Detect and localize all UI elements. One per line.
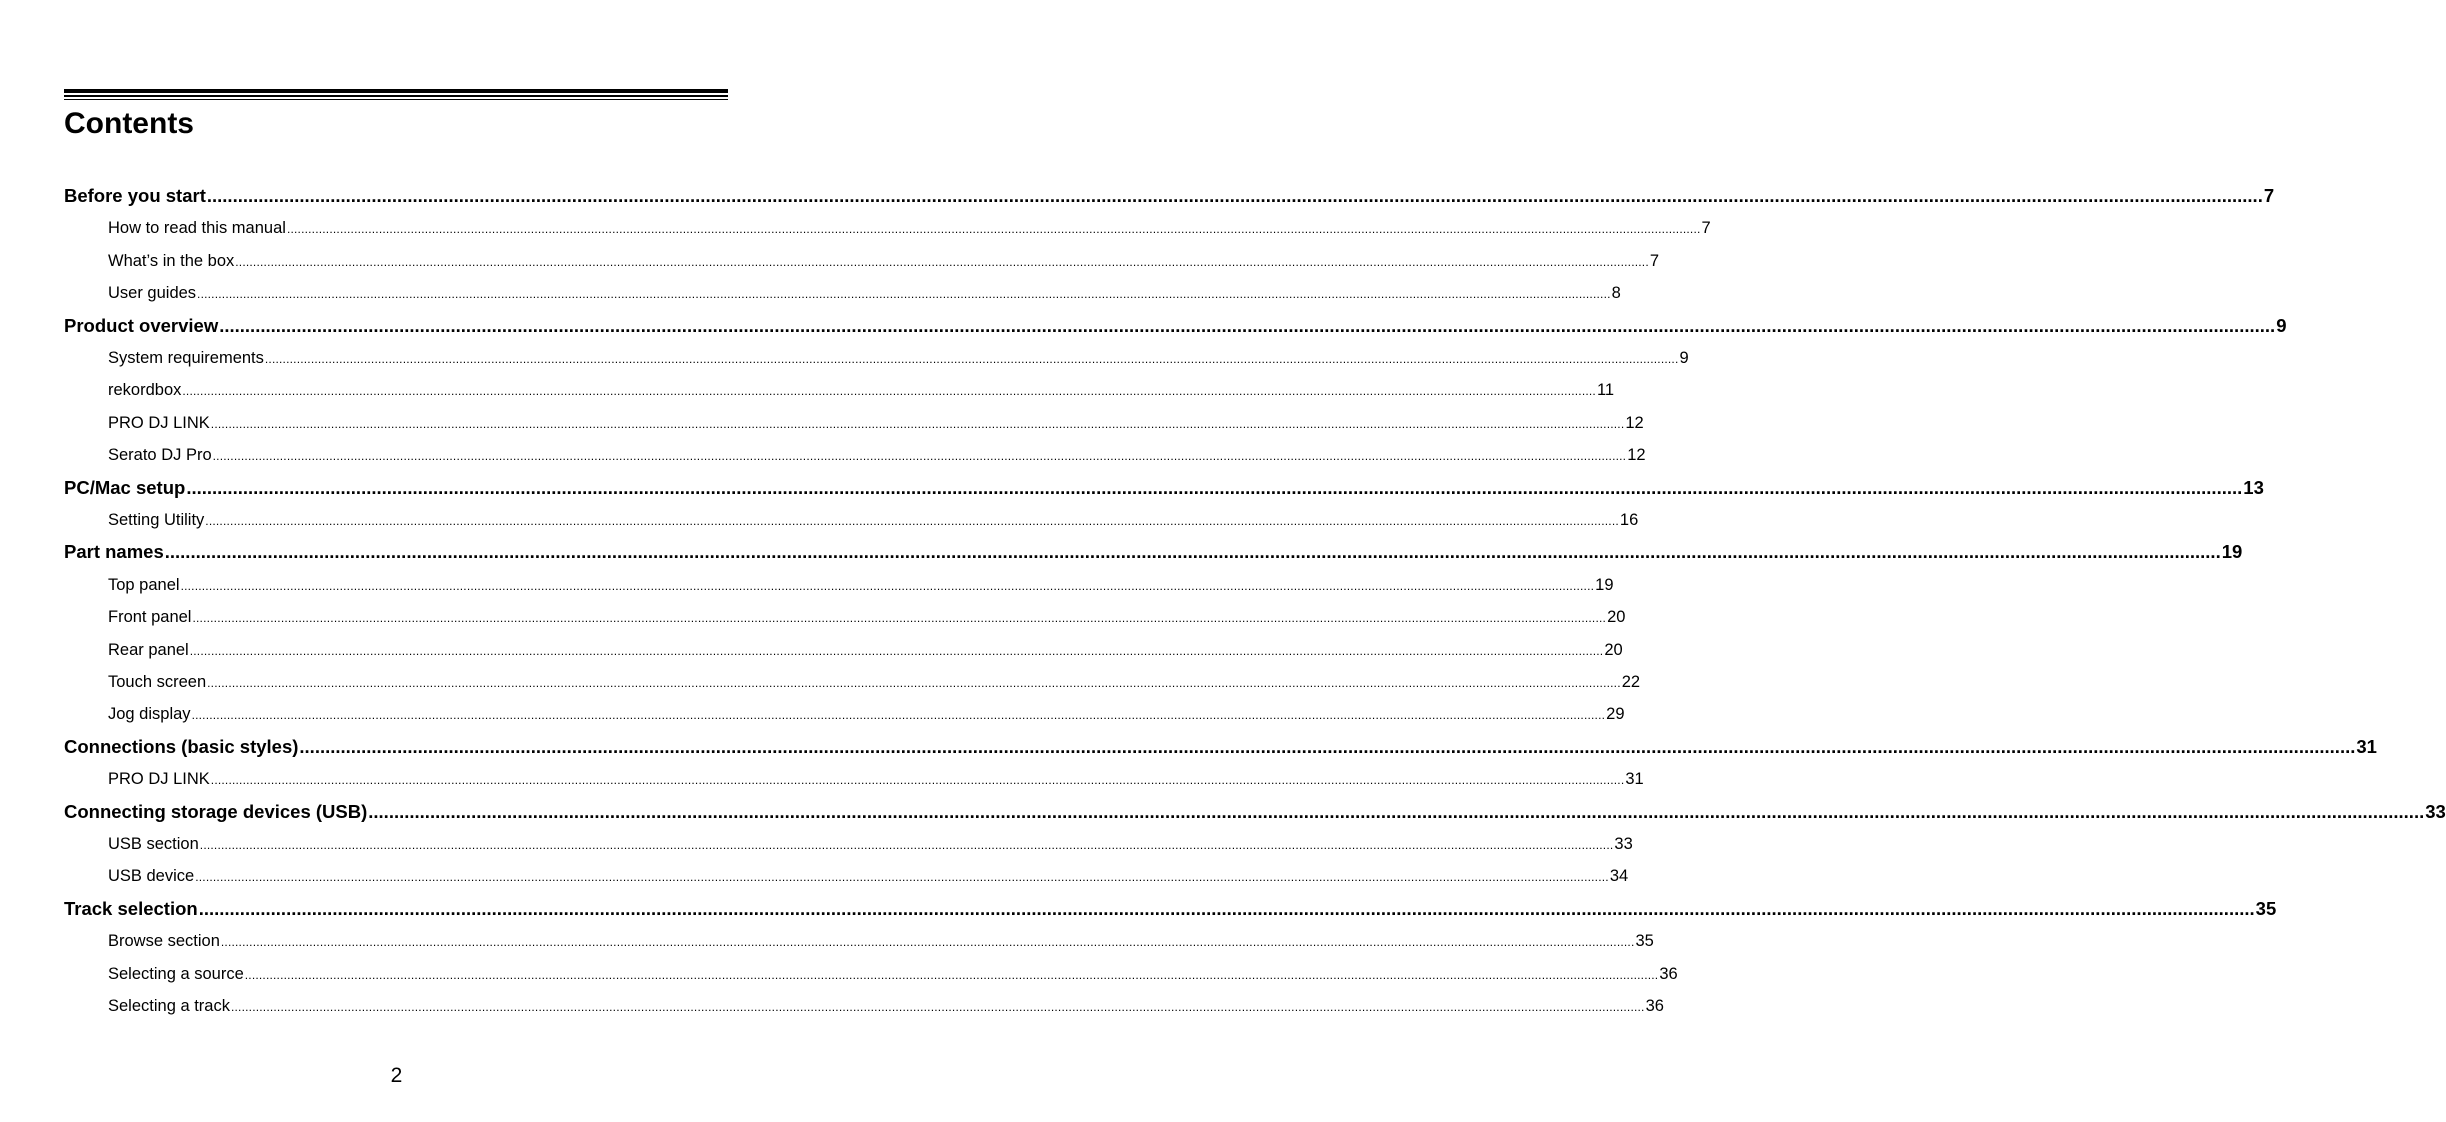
toc-section-entry[interactable]: [64, 796, 2446, 828]
header-rule-middle: [64, 95, 728, 97]
toc-entry-page: 31: [1625, 770, 1644, 789]
toc-entry-page: 11: [1596, 381, 1615, 400]
toc-section-entry[interactable]: [64, 731, 2377, 763]
toc-subsection-entry[interactable]: [108, 504, 1639, 537]
toc-subsection-entry[interactable]: [108, 860, 1629, 893]
toc-dot-leader: ................................................................................................................................................................................................................................................................................................................................................................................................................: [264, 352, 1679, 366]
toc-entry-page: 19: [2221, 541, 2243, 563]
toc-entry-label: How to read this manual: [108, 219, 286, 238]
toc-dot-leader: ................................................................................................................................................................................................................................................................................................................................................................................................................: [230, 1000, 1645, 1014]
toc-entry-label: Connecting storage devices (USB): [64, 800, 368, 822]
toc-entry-label: Before you start: [64, 185, 206, 206]
toc-entry-page: 7: [1701, 219, 1711, 238]
toc-subsection-entry[interactable]: [108, 212, 1711, 245]
toc-subsection-entry[interactable]: [108, 407, 1644, 440]
toc-entry-page: 33: [1614, 835, 1633, 853]
toc-subsection-entry[interactable]: [108, 828, 1633, 861]
toc-subsection-entry[interactable]: [108, 569, 1614, 602]
toc-entry-label: Browse section: [108, 932, 220, 951]
header-rule-thick: [64, 89, 728, 93]
toc-entry-label: System requirements: [108, 349, 264, 367]
toc-entry-page: 12: [1627, 446, 1646, 465]
toc-entry-label: Connections (basic styles): [64, 735, 299, 757]
toc-entry-label: rekordbox: [108, 381, 182, 400]
toc-subsection-entry[interactable]: [108, 925, 1654, 958]
toc-dot-leader: ................................................................................................................................................................................................................................................................................................................................................................................................................: [235, 254, 1649, 269]
toc-dot-leader: ................................................................................................................................................................................................................................................................................................................................................................................................................: [220, 935, 1635, 950]
toc-entry-label: PC/Mac setup: [64, 476, 186, 498]
toc-subsection-entry[interactable]: [108, 634, 1623, 667]
toc-dot-leader: ................................................................................................................................................................................................................................................................................................................................................................................................................: [189, 643, 1604, 658]
page-number: 2: [390, 1064, 403, 1087]
toc-entry-page: 13: [2243, 476, 2264, 498]
toc-entry-label: Setting Utility: [108, 511, 205, 529]
toc-entry-page: 35: [2255, 897, 2277, 919]
toc-entry-label: What’s in the box: [108, 251, 235, 270]
toc-entry-page: 34: [1609, 867, 1629, 886]
toc-section-entry[interactable]: [64, 180, 2275, 212]
toc-entry-label: Selecting a source: [108, 964, 244, 983]
toc-dot-leader: ................................................................................................................................................................................................................................................................................................................................................................................................................: [368, 800, 2425, 822]
toc-dot-leader: ................................................................................................................................................................................................................................................................................................................................................................................................................: [207, 676, 1621, 690]
toc-dot-leader: ................................................................................................................................................................................................................................................................................................................................................................................................................: [210, 416, 1625, 431]
toc-dot-leader: ................................................................................................................................................................................................................................................................................................................................................................................................................: [186, 476, 2243, 498]
toc-dot-leader: ................................................................................................................................................................................................................................................................................................................................................................................................................: [191, 708, 1606, 723]
toc-dot-leader: ................................................................................................................................................................................................................................................................................................................................................................................................................: [182, 384, 1596, 399]
toc-entry-label: Top panel: [108, 575, 180, 594]
toc-entry-page: 12: [1625, 413, 1644, 432]
toc-entry-label: Product overview: [64, 314, 219, 336]
toc-subsection-entry[interactable]: [108, 277, 1621, 310]
toc-subsection-entry[interactable]: [108, 698, 1625, 731]
toc-entry-page: 9: [1679, 349, 1689, 367]
toc-subsection-entry[interactable]: [108, 342, 1689, 375]
toc-subsection-entry[interactable]: [108, 601, 1626, 634]
page-title: Contents: [64, 107, 194, 140]
toc-dot-leader: ................................................................................................................................................................................................................................................................................................................................................................................................................: [195, 870, 1609, 885]
toc-entry-page: 22: [1621, 673, 1641, 691]
toc-entry-page: 9: [2276, 314, 2287, 336]
toc-section-entry[interactable]: [64, 893, 2277, 925]
toc-entry-label: Touch screen: [108, 673, 207, 691]
toc-entry-label: Jog display: [108, 705, 191, 724]
toc-dot-leader: ................................................................................................................................................................................................................................................................................................................................................................................................................: [198, 897, 2255, 919]
toc-dot-leader: ................................................................................................................................................................................................................................................................................................................................................................................................................: [212, 449, 1627, 464]
toc-entry-page: 29: [1606, 705, 1625, 724]
toc-entry-label: Selecting a track: [108, 997, 230, 1015]
toc-subsection-entry[interactable]: [108, 990, 1664, 1023]
toc-entry-page: 31: [2356, 735, 2377, 757]
toc-entry-label: PRO DJ LINK: [108, 413, 210, 432]
toc-section-entry[interactable]: [64, 310, 2287, 342]
toc-entry-page: 7: [1649, 251, 1660, 270]
toc-dot-leader: ................................................................................................................................................................................................................................................................................................................................................................................................................: [197, 287, 1611, 302]
toc-subsection-entry[interactable]: [108, 763, 1644, 796]
toc-entry-label: Serato DJ Pro: [108, 446, 212, 465]
toc-dot-leader: ................................................................................................................................................................................................................................................................................................................................................................................................................: [286, 222, 1701, 237]
toc-entry-page: 36: [1659, 964, 1678, 983]
toc-dot-leader: ................................................................................................................................................................................................................................................................................................................................................................................................................: [206, 185, 2263, 206]
toc-entry-page: 7: [2263, 185, 2275, 206]
toc-subsection-entry[interactable]: [108, 374, 1615, 407]
toc-subsection-entry[interactable]: [108, 439, 1646, 472]
toc-dot-leader: ................................................................................................................................................................................................................................................................................................................................................................................................................: [210, 773, 1625, 788]
toc-entry-page: 33: [2425, 800, 2446, 822]
toc-dot-leader: ................................................................................................................................................................................................................................................................................................................................................................................................................: [164, 541, 2221, 563]
toc-entry-page: 20: [1607, 608, 1626, 627]
toc-section-entry[interactable]: [64, 472, 2264, 504]
toc-subsection-entry[interactable]: [108, 666, 1641, 699]
toc-dot-leader: ................................................................................................................................................................................................................................................................................................................................................................................................................: [205, 514, 1619, 528]
toc-entry-label: Track selection: [64, 897, 198, 919]
toc-section-entry[interactable]: [64, 536, 2243, 568]
toc-entry-label: User guides: [108, 284, 197, 303]
toc-entry-page: 16: [1619, 511, 1639, 529]
toc-entry-page: 19: [1595, 575, 1614, 594]
toc-dot-leader: ................................................................................................................................................................................................................................................................................................................................................................................................................: [180, 578, 1595, 593]
toc-dot-leader: ................................................................................................................................................................................................................................................................................................................................................................................................................: [199, 838, 1614, 852]
toc-entry-page: 36: [1645, 997, 1664, 1015]
toc-entry-label: Front panel: [108, 608, 192, 627]
toc-dot-leader: ................................................................................................................................................................................................................................................................................................................................................................................................................: [244, 967, 1659, 982]
toc-entry-page: 8: [1611, 284, 1621, 303]
header-rule-thin: [64, 99, 728, 100]
toc-entry-label: PRO DJ LINK: [108, 770, 210, 789]
toc-entry-label: Part names: [64, 541, 164, 563]
toc-entry-page: 35: [1635, 932, 1654, 951]
toc-entry-label: Rear panel: [108, 640, 189, 659]
toc-dot-leader: ................................................................................................................................................................................................................................................................................................................................................................................................................: [192, 611, 1607, 626]
toc-dot-leader: ................................................................................................................................................................................................................................................................................................................................................................................................................: [299, 735, 2356, 757]
toc-subsection-entry[interactable]: [108, 958, 1678, 991]
toc-entry-label: USB section: [108, 835, 199, 853]
toc-subsection-entry[interactable]: [108, 245, 1660, 278]
toc-entry-page: 20: [1604, 640, 1623, 659]
toc-entry-label: USB device: [108, 867, 195, 886]
toc-dot-leader: ................................................................................................................................................................................................................................................................................................................................................................................................................: [219, 314, 2276, 336]
